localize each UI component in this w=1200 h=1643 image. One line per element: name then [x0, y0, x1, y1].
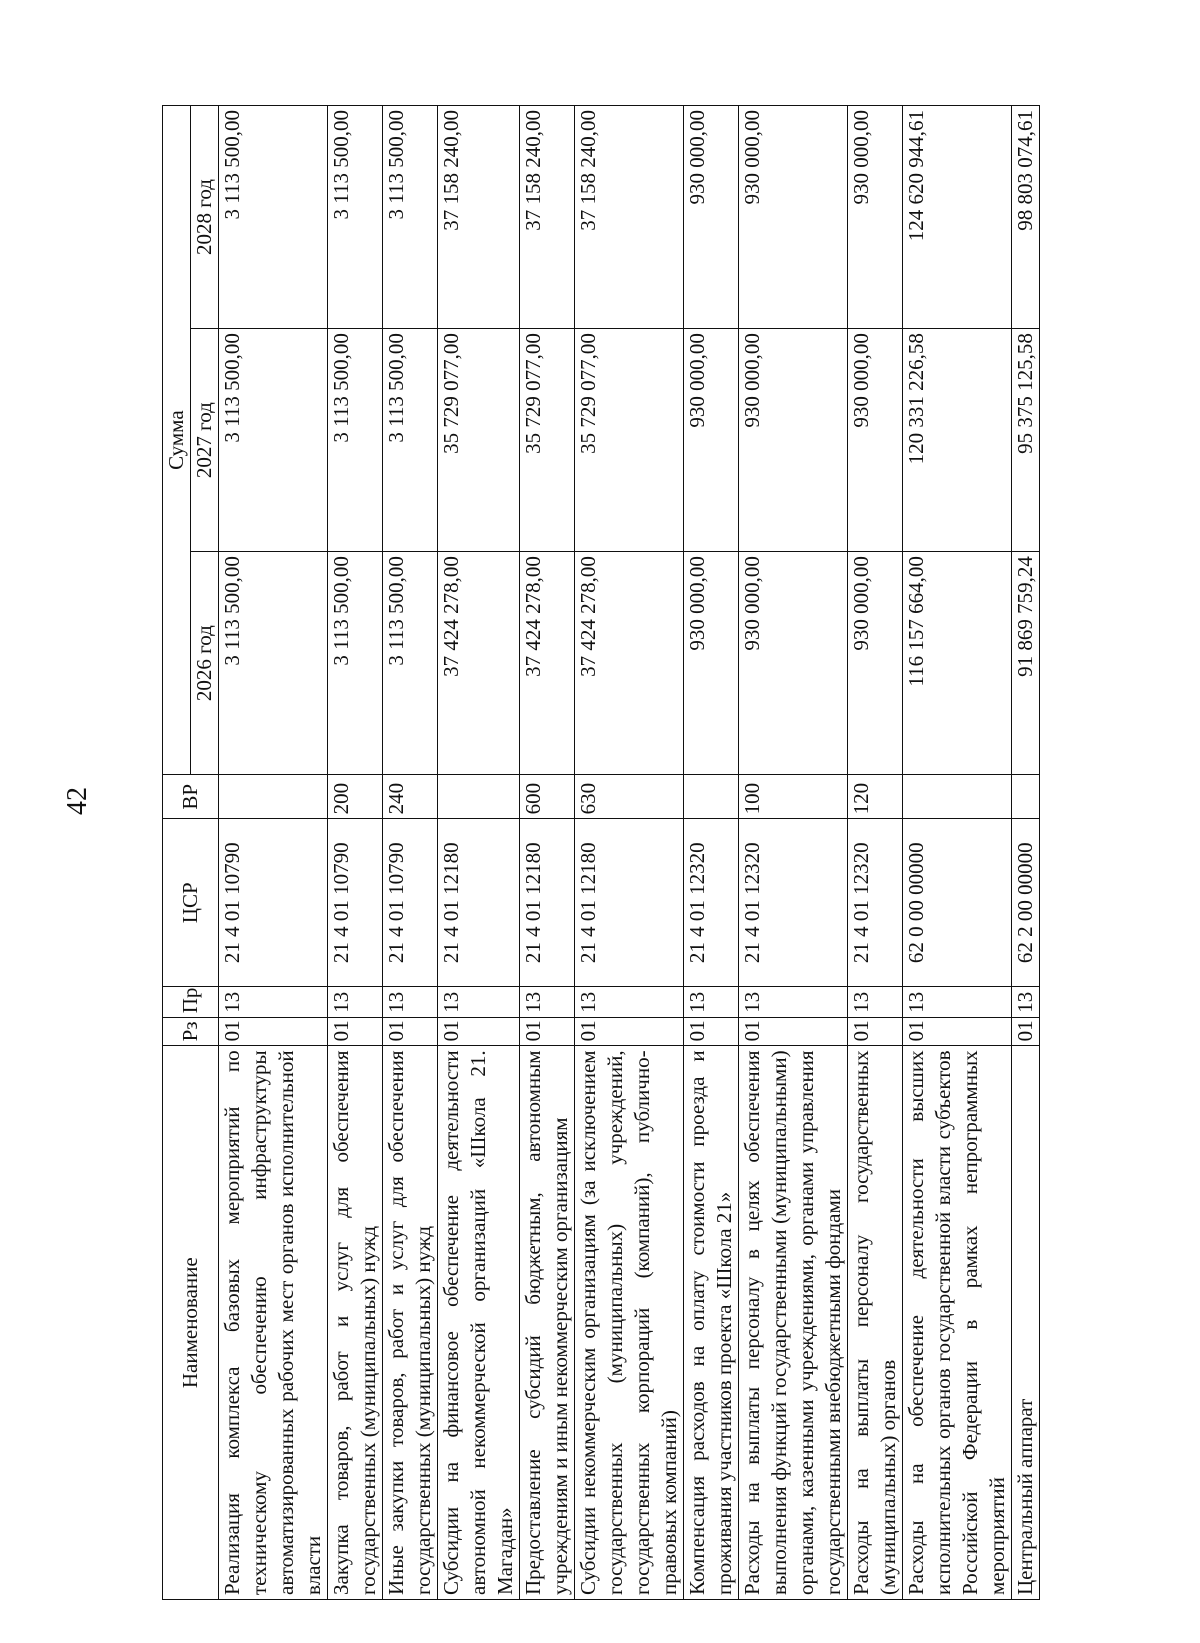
row-sum-2027: 35 729 077,00	[575, 329, 684, 552]
row-pr: 13	[903, 987, 1012, 1018]
row-name: Расходы на выплаты персоналу государственных (муниципальных) органов	[848, 1046, 903, 1600]
row-rz: 01	[903, 1018, 1012, 1046]
row-vr: 240	[383, 775, 438, 819]
table-body	[219, 106, 1040, 1600]
row-name: Центральный аппарат	[1012, 1046, 1040, 1600]
row-pr: 13	[684, 987, 739, 1018]
row-sum-2027: 930 000,00	[684, 329, 739, 552]
row-csr: 21 4 01 12320	[739, 819, 848, 987]
table-row	[575, 106, 684, 1600]
row-rz: 01	[575, 1018, 684, 1046]
header-name: Наименование	[163, 1046, 219, 1600]
row-sum-2026: 930 000,00	[684, 552, 739, 775]
row-rz: 01	[739, 1018, 848, 1046]
header-pr: Пр	[163, 987, 219, 1018]
header-year-2027: 2027 год	[191, 329, 219, 552]
row-vr: 200	[328, 775, 383, 819]
row-sum-2027: 930 000,00	[848, 329, 903, 552]
row-csr: 21 4 01 10790	[219, 819, 328, 987]
row-sum-2028: 37 158 240,00	[438, 106, 520, 329]
row-csr: 21 4 01 12180	[438, 819, 520, 987]
row-sum-2027: 3 113 500,00	[219, 329, 328, 552]
row-pr: 13	[848, 987, 903, 1018]
row-pr: 13	[438, 987, 520, 1018]
row-vr	[684, 775, 739, 819]
row-rz: 01	[219, 1018, 328, 1046]
table-row	[383, 106, 438, 1600]
row-name: Компенсация расходов на оплату стоимости проезда и проживания участников проекта «Школа 21»	[684, 1046, 739, 1600]
table-row	[219, 106, 328, 1600]
row-csr: 21 4 01 12180	[520, 819, 575, 987]
row-pr: 13	[328, 987, 383, 1018]
row-sum-2028: 3 113 500,00	[383, 106, 438, 329]
row-pr: 13	[219, 987, 328, 1018]
header-csr: ЦСР	[163, 819, 219, 987]
budget-table	[162, 105, 1040, 1600]
row-sum-2028: 98 803 074,61	[1012, 106, 1040, 329]
row-sum-2026: 37 424 278,00	[520, 552, 575, 775]
row-sum-2028: 3 113 500,00	[328, 106, 383, 329]
row-pr: 13	[739, 987, 848, 1018]
row-sum-2026: 37 424 278,00	[438, 552, 520, 775]
row-pr: 13	[520, 987, 575, 1018]
row-pr: 13	[1012, 987, 1040, 1018]
row-sum-2028: 37 158 240,00	[520, 106, 575, 329]
row-name: Реализация комплекса базовых мероприятий по техническому обеспечению инфраструктуры автоматизированных рабочих мест органов исполнительной власти	[219, 1046, 328, 1600]
header-year-2026: 2026 год	[191, 552, 219, 775]
row-vr	[903, 775, 1012, 819]
row-rz: 01	[520, 1018, 575, 1046]
row-sum-2026: 91 869 759,24	[1012, 552, 1040, 775]
header-sum: Сумма	[163, 106, 191, 775]
row-csr: 62 0 00 00000	[903, 819, 1012, 987]
row-vr	[1012, 775, 1040, 819]
row-name: Закупка товаров, работ и услуг для обеспечения государственных (муниципальных) нужд	[328, 1046, 383, 1600]
table-row	[328, 106, 383, 1600]
table-row	[438, 106, 520, 1600]
header-rz: Рз	[163, 1018, 219, 1046]
page-number: 42	[62, 787, 93, 815]
row-vr	[219, 775, 328, 819]
row-pr: 13	[575, 987, 684, 1018]
row-sum-2026: 116 157 664,00	[903, 552, 1012, 775]
row-sum-2028: 930 000,00	[684, 106, 739, 329]
row-vr	[438, 775, 520, 819]
row-csr: 21 4 01 10790	[328, 819, 383, 987]
row-name: Предоставление субсидий бюджетным, автономным учреждениям и иным некоммерческим организациям	[520, 1046, 575, 1600]
row-name: Субсидии на финансовое обеспечение деятельности автономной некоммерческой организаций «Школа 21. Магадан»	[438, 1046, 520, 1600]
row-rz: 01	[848, 1018, 903, 1046]
table-row	[1012, 106, 1040, 1600]
row-csr: 21 4 01 10790	[383, 819, 438, 987]
row-sum-2027: 930 000,00	[739, 329, 848, 552]
row-vr: 600	[520, 775, 575, 819]
row-sum-2026: 37 424 278,00	[575, 552, 684, 775]
row-rz: 01	[684, 1018, 739, 1046]
row-sum-2026: 930 000,00	[848, 552, 903, 775]
row-sum-2027: 3 113 500,00	[328, 329, 383, 552]
row-vr: 100	[739, 775, 848, 819]
row-sum-2027: 120 331 226,58	[903, 329, 1012, 552]
row-csr: 21 4 01 12320	[684, 819, 739, 987]
row-sum-2026: 3 113 500,00	[219, 552, 328, 775]
row-sum-2028: 124 620 944,61	[903, 106, 1012, 329]
table-row	[684, 106, 739, 1600]
row-rz: 01	[438, 1018, 520, 1046]
row-csr: 21 4 01 12320	[848, 819, 903, 987]
row-sum-2028: 3 113 500,00	[219, 106, 328, 329]
row-name: Иные закупки товаров, работ и услуг для обеспечения государственных (муниципальных) нужд	[383, 1046, 438, 1600]
row-pr: 13	[383, 987, 438, 1018]
row-sum-2027: 35 729 077,00	[438, 329, 520, 552]
row-name: Расходы на обеспечение деятельности высших исполнительных органов государственной власти субъектов Российской Федерации в рамках непрограммных мероприятий	[903, 1046, 1012, 1600]
row-sum-2027: 95 375 125,58	[1012, 329, 1040, 552]
row-csr: 62 2 00 00000	[1012, 819, 1040, 987]
row-sum-2027: 3 113 500,00	[383, 329, 438, 552]
row-sum-2026: 930 000,00	[739, 552, 848, 775]
row-rz: 01	[328, 1018, 383, 1046]
row-sum-2026: 3 113 500,00	[383, 552, 438, 775]
table-row	[739, 106, 848, 1600]
row-rz: 01	[1012, 1018, 1040, 1046]
row-vr: 630	[575, 775, 684, 819]
row-sum-2028: 37 158 240,00	[575, 106, 684, 329]
row-csr: 21 4 01 12180	[575, 819, 684, 987]
table-row	[848, 106, 903, 1600]
row-name: Расходы на выплаты персоналу в целях обеспечения выполнения функций государственными (муниципальными) органами, казенными учреждениями, органами управления государственными внебюджетными фондами	[739, 1046, 848, 1600]
row-sum-2026: 3 113 500,00	[328, 552, 383, 775]
row-sum-2027: 35 729 077,00	[520, 329, 575, 552]
row-vr: 120	[848, 775, 903, 819]
table-row	[520, 106, 575, 1600]
table-row	[903, 106, 1012, 1600]
rotated-table-container	[162, 105, 1040, 1600]
row-sum-2028: 930 000,00	[848, 106, 903, 329]
row-rz: 01	[383, 1018, 438, 1046]
row-sum-2028: 930 000,00	[739, 106, 848, 329]
header-vr: ВР	[163, 775, 219, 819]
row-name: Субсидии некоммерческим организациям (за исключением государственных (муниципальных) учреждений, государственных корпораций (компаний), публично-правовых компаний)	[575, 1046, 684, 1600]
header-year-2028: 2028 год	[191, 106, 219, 329]
